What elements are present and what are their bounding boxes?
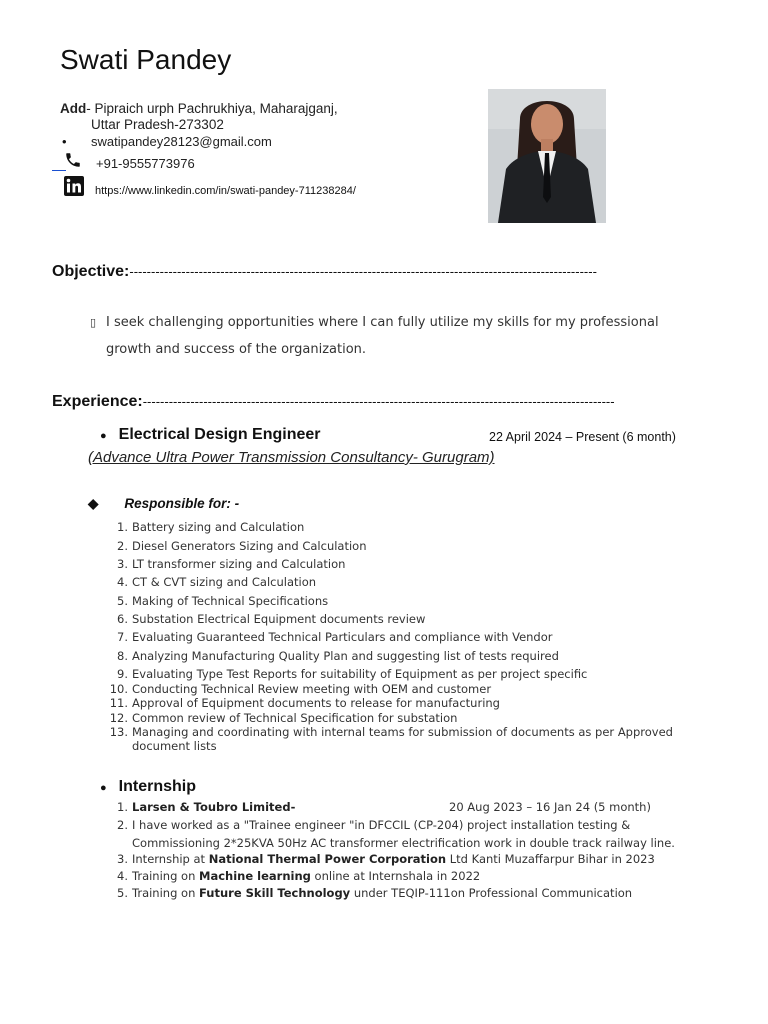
objective-text: I seek challenging opportunities where I can fully utilize my skills for my professional growth and success of the organization.: [106, 315, 659, 357]
list-item: 9. Evaluating Type Test Reports for suitability of Equipment as per project specific: [117, 667, 588, 681]
list-item: 6. Substation Electrical Equipment documents review: [117, 612, 426, 626]
profile-photo: [488, 89, 606, 223]
linkedin-url[interactable]: https://www.linkedin.com/in/swati-pandey-711238284/: [95, 185, 356, 197]
responsibilities-heading: [88, 496, 239, 512]
role-bullet: ●: [100, 430, 107, 442]
list-item: 5. Training on Future Skill Technology under TEQIP-111on Professional Communication: [117, 886, 633, 900]
profile-photo-illustration: [488, 89, 606, 223]
list-item: 4. Training on Machine learning online at Internshala in 2022: [117, 869, 481, 883]
list-item: 8. Analyzing Manufacturing Quality Plan and suggesting list of tests required: [117, 648, 559, 663]
objective-title: Objective:: [52, 263, 130, 280]
responsibilities-title: Responsible for: -: [124, 496, 240, 511]
phone-number[interactable]: +91-9555773976: [96, 156, 195, 171]
linkedin-icon: [64, 176, 84, 196]
candidate-name: Swati Pandey: [60, 44, 232, 75]
objective-bullet: ▯: [90, 316, 97, 329]
email-bullet: •: [62, 134, 67, 149]
job-title: Electrical Design Engineer: [118, 426, 321, 443]
list-item: 3. Internship at National Thermal Power Corporation Ltd Kanti Muzaffarpur Bihar in 2023: [117, 852, 655, 866]
address-line-1: - Pipraich urph Pachrukhiya, Maharajganj,: [86, 101, 338, 116]
list-item: 1. Larsen & Toubro Limited- 20 Aug 2023 – 16 Jan 24 (5 month): [117, 800, 651, 814]
internship-title: Internship: [118, 778, 196, 795]
job-date: 22 April 2024 – Present (6 month): [489, 430, 676, 444]
list-item: 10. Conducting Technical Review meeting with OEM and customer: [109, 681, 492, 696]
list-item: 5. Making of Technical Specifications: [117, 593, 329, 608]
responsibilities-list: [109, 520, 692, 753]
list-item: 3. LT transformer sizing and Calculation: [117, 557, 346, 571]
job-role: [100, 426, 321, 444]
list-item: 11. Approval of Equipment documents to release for manufacturing: [109, 696, 500, 710]
list-item: 2. Diesel Generators Sizing and Calculation: [117, 538, 367, 553]
list-item: 7. Evaluating Guaranteed Technical Particulars and compliance with Vendor: [117, 630, 553, 644]
internship-date: 20 Aug 2023 – 16 Jan 24 (5 month): [449, 800, 651, 814]
list-item: 12. Common review of Technical Specification for substation: [109, 710, 458, 725]
list-item: 13. Managing and coordinating with internal teams for submission of documents as per Approved document lists: [109, 725, 673, 753]
address-block: [60, 101, 338, 133]
objective-heading: [52, 263, 692, 281]
objective-body: [90, 309, 690, 363]
experience-title: Experience:: [52, 393, 143, 410]
list-item: 1. Battery sizing and Calculation: [117, 520, 305, 534]
email-address[interactable]: swatipandey28123@gmail.com: [91, 134, 272, 149]
internship-heading: [100, 778, 196, 796]
list-item: 2. I have worked as a "Trainee engineer "in DFCCIL (CP-204) project installation testing & Commissioning 2*25KVA 50Hz AC transformer electrification work in double track railway line.: [117, 818, 675, 850]
experience-divider: -------------------------------------------------------------------------------------------------------------: [142, 394, 615, 409]
objective-divider: ------------------------------------------------------------------------------------------------------------: [129, 264, 597, 279]
phone-icon: [64, 151, 82, 169]
list-item: 4. CT & CVT sizing and Calculation: [117, 575, 317, 589]
address-line-2: Uttar Pradesh-273302: [91, 117, 224, 132]
company-name: (Advance Ultra Power Transmission Consultancy- Gurugram): [88, 449, 495, 466]
address-label: Add: [60, 101, 87, 116]
diamond-bullet-icon: ◆: [88, 496, 99, 511]
experience-heading: [52, 393, 697, 411]
internship-list: [117, 800, 692, 903]
internship-bullet: ●: [100, 782, 107, 794]
